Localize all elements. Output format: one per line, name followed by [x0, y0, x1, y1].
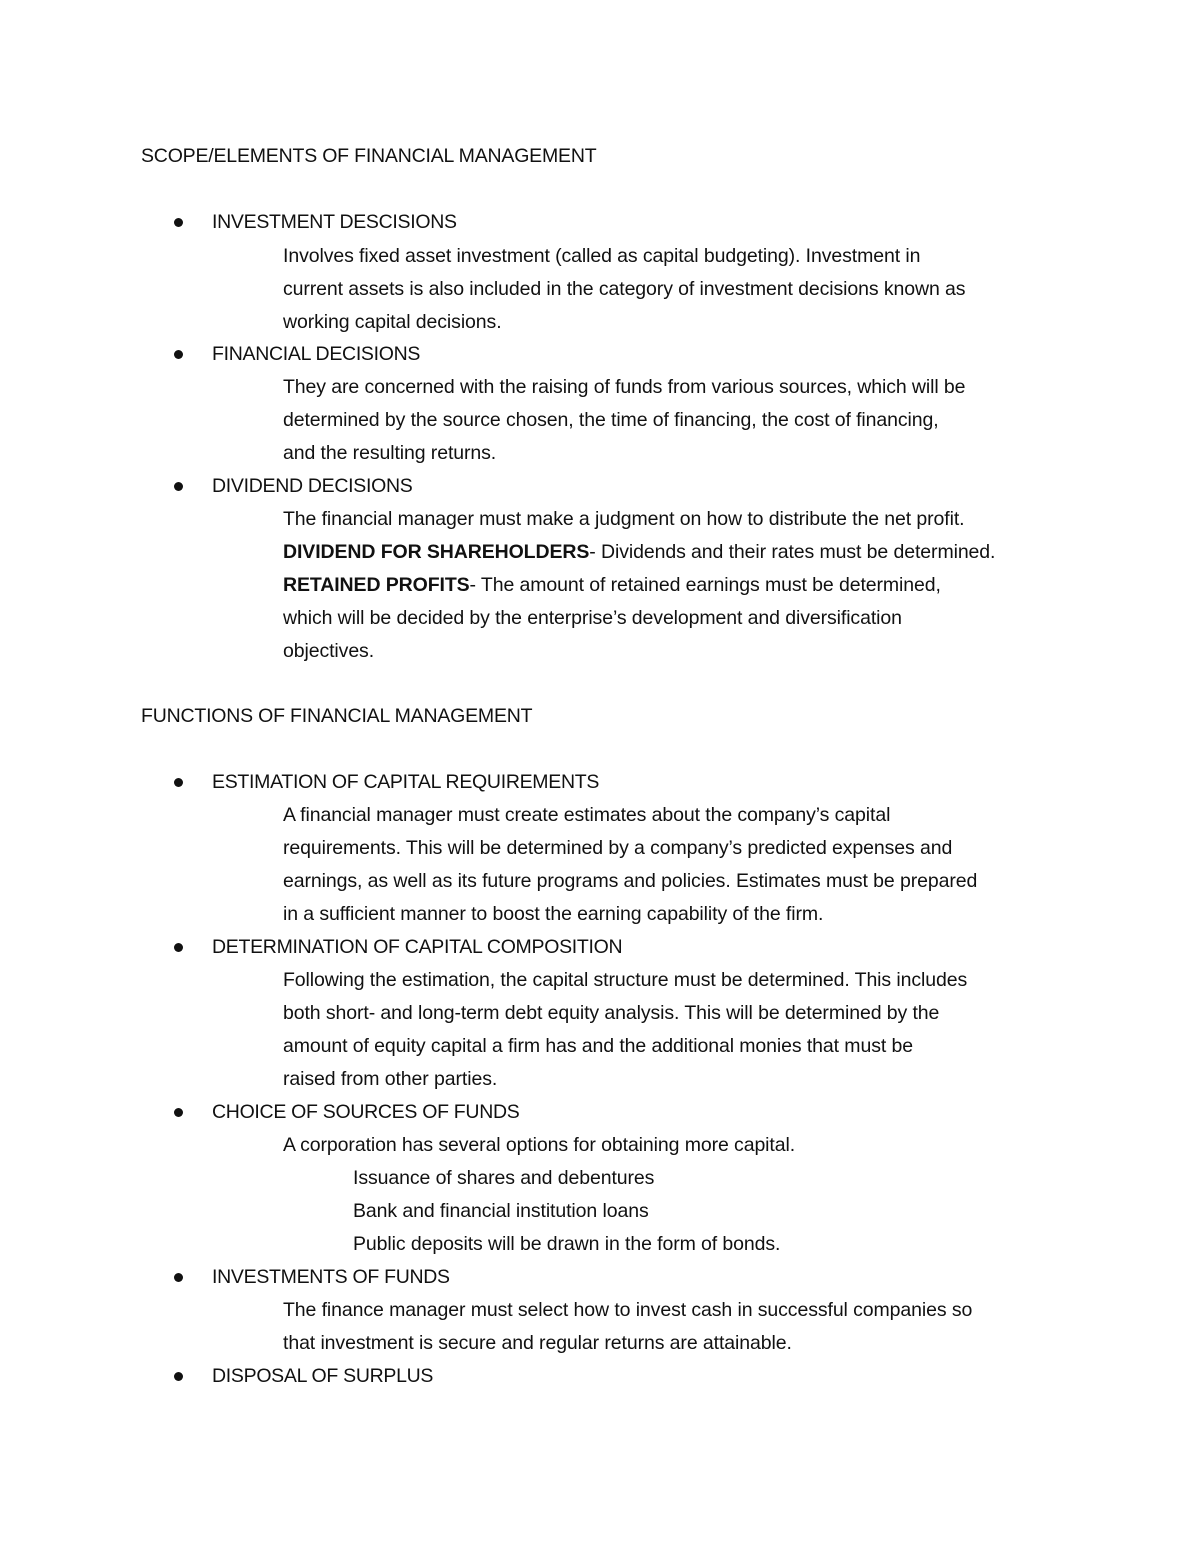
sub-list-item: Bank and financial institution loans: [353, 1200, 649, 1222]
body-line: requirements. This will be determined by a company’s predicted expenses and: [283, 837, 953, 859]
sub-list-item: Issuance of shares and debentures: [353, 1167, 655, 1189]
body-line: The finance manager must select how to invest cash in successful companies so: [283, 1299, 973, 1321]
bullet-title: INVESTMENTS OF FUNDS: [212, 1266, 450, 1288]
body-line: current assets is also included in the category of investment decisions known as: [283, 278, 966, 300]
bullet-title: DIVIDEND DECISIONS: [212, 475, 413, 497]
body-line: Involves fixed asset investment (called as capital budgeting). Investment in: [283, 245, 921, 267]
body-line: and the resulting returns.: [283, 442, 497, 464]
body-line: objectives.: [283, 640, 375, 662]
body-line: raised from other parties.: [283, 1068, 498, 1090]
bullet-icon: [174, 778, 183, 787]
body-line: that investment is secure and regular returns are attainable.: [283, 1332, 792, 1354]
section-heading-scope: SCOPE/ELEMENTS OF FINANCIAL MANAGEMENT: [141, 145, 597, 167]
body-line: in a sufficient manner to boost the earning capability of the firm.: [283, 903, 824, 925]
bullet-title: DETERMINATION OF CAPITAL COMPOSITION: [212, 936, 623, 958]
bullet-title: FINANCIAL DECISIONS: [212, 343, 421, 365]
section-heading-functions: FUNCTIONS OF FINANCIAL MANAGEMENT: [141, 705, 533, 727]
body-line: which will be decided by the enterprise’s development and diversification: [283, 607, 902, 629]
bullet-title: ESTIMATION OF CAPITAL REQUIREMENTS: [212, 771, 600, 793]
body-line: Following the estimation, the capital structure must be determined. This includes: [283, 969, 968, 991]
bullet-icon: [174, 1372, 183, 1381]
bullet-icon: [174, 943, 183, 952]
body-line: They are concerned with the raising of funds from various sources, which will be: [283, 376, 966, 398]
dividend-shareholders-line: [283, 539, 995, 565]
dividend-shareholders-label: DIVIDEND FOR SHAREHOLDERS: [283, 541, 590, 563]
body-line: A corporation has several options for obtaining more capital.: [283, 1134, 796, 1156]
retained-profits-text: - The amount of retained earnings must be determined,: [469, 574, 941, 596]
body-line: amount of equity capital a firm has and the additional monies that must be: [283, 1035, 913, 1057]
body-line: determined by the source chosen, the time of financing, the cost of financing,: [283, 409, 939, 431]
retained-profits-label: RETAINED PROFITS: [283, 574, 470, 596]
bullet-title: INVESTMENT DESCISIONS: [212, 211, 457, 233]
bullet-icon: [174, 1273, 183, 1282]
body-line: working capital decisions.: [283, 311, 502, 333]
body-line: earnings, as well as its future programs and policies. Estimates must be prepared: [283, 870, 978, 892]
bullet-icon: [174, 482, 183, 491]
body-line: A financial manager must create estimates about the company’s capital: [283, 804, 891, 826]
retained-profits-line: [283, 572, 941, 598]
sub-list-item: Public deposits will be drawn in the form of bonds.: [353, 1233, 781, 1255]
bullet-title: CHOICE OF SOURCES OF FUNDS: [212, 1101, 520, 1123]
dividend-shareholders-text: - Dividends and their rates must be determined.: [589, 541, 996, 563]
bullet-icon: [174, 1108, 183, 1117]
bullet-icon: [174, 350, 183, 359]
bullet-icon: [174, 218, 183, 227]
bullet-title: DISPOSAL OF SURPLUS: [212, 1365, 434, 1387]
body-line: The financial manager must make a judgment on how to distribute the net profit.: [283, 508, 965, 530]
body-line: both short- and long-term debt equity analysis. This will be determined by the: [283, 1002, 940, 1024]
